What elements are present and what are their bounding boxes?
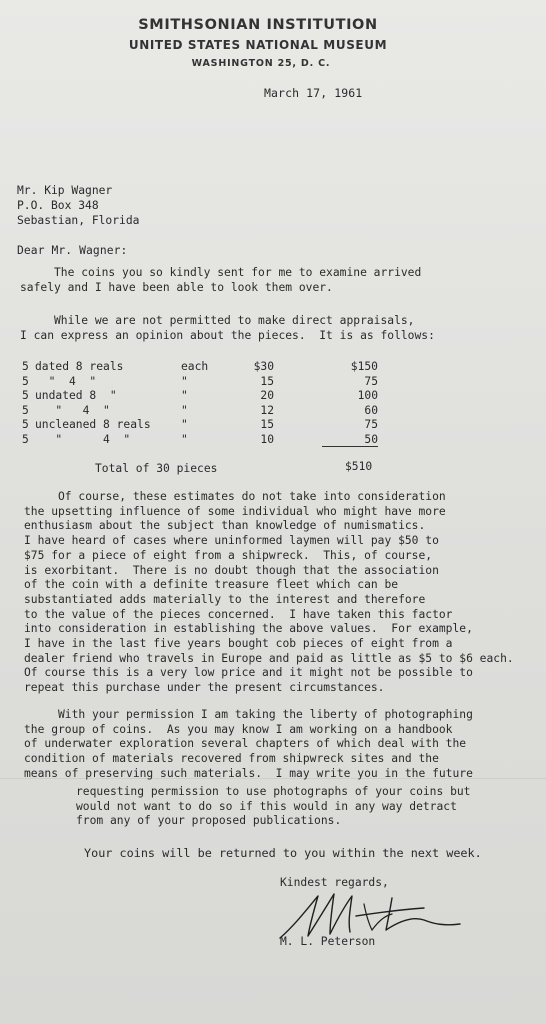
row-total: 50: [322, 433, 378, 447]
row-price: $30: [253, 360, 274, 373]
row-each: ": [181, 374, 188, 388]
row-each: each: [181, 360, 209, 373]
closing: Kindest regards,: [280, 876, 389, 889]
paragraph-photographing: With your permission I am taking the liberty of photographing the group of coins. As you may know I am working on a handbook of underwater exploration several chapters of which deal with the condition of materials recovered from shipwreck sites and the means of preserving such materials. I may write you in the future: [24, 708, 473, 780]
paragraph-permission: requesting permission to use photographs of your coins but would not want to do so if this would in any way detract from any of your proposed publications.: [76, 785, 471, 828]
row-each: ": [181, 403, 188, 417]
row-desc: undated 8 ": [35, 389, 117, 403]
signatory-name: M. L. Peterson: [280, 935, 376, 948]
table-row: [22, 360, 442, 375]
row-qty: 5: [22, 418, 29, 432]
recipient-address-line1: P.O. Box 348: [17, 199, 99, 212]
row-price: 20: [260, 389, 274, 403]
row-total: $150: [350, 360, 378, 373]
letter-date: March 17, 1961: [264, 86, 363, 100]
row-desc: " 4 ": [35, 374, 97, 388]
letterhead-museum: UNITED STATES NATIONAL MUSEUM: [128, 38, 388, 52]
table-row: [22, 418, 442, 433]
row-total: 75: [364, 418, 378, 432]
row-qty: 5: [22, 374, 29, 388]
letterhead-institution: SMITHSONIAN INSTITUTION: [138, 17, 378, 33]
table-row: [22, 433, 442, 448]
row-qty: 5: [22, 389, 29, 403]
row-qty: 5: [22, 360, 29, 373]
row-each: ": [181, 432, 188, 446]
row-qty: 5: [22, 432, 29, 446]
total-label: Total of 30 pieces: [95, 462, 218, 475]
paragraph-return: Your coins will be returned to you within the next week.: [84, 846, 482, 860]
row-total: 60: [364, 403, 378, 417]
table-row: [22, 389, 442, 404]
recipient-address-line2: Sebastian, Florida: [17, 214, 140, 227]
table-row: [22, 404, 442, 419]
salutation: Dear Mr. Wagner:: [17, 244, 128, 257]
row-desc: " 4 ": [35, 403, 110, 417]
total-value: $510: [345, 460, 373, 473]
recipient-name: Mr. Kip Wagner: [17, 184, 113, 197]
paragraph-opinion: While we are not permitted to make direct appraisals, I can express an opinion about the pieces. It is as follows:: [20, 314, 435, 342]
row-desc: " 4 ": [35, 432, 131, 446]
paragraph-arrival: The coins you so kindly sent for me to examine arrived safely and I have been able to look them over.: [20, 266, 422, 294]
row-total: 100: [357, 389, 378, 403]
paragraph-estimates: Of course, these estimates do not take into consideration the upsetting influence of some individual who might have more enthusiasm about the subject than knowledge of numismatics. I have heard of cases where uninformed laymen will pay $50 to $75 for a piece of eight from a shipwreck. This, of course, is exorbitant. There is no doubt though that the association of the coin with a definite treasure fleet which can be substantiated adds materially to the interest and therefore to the value of the pieces concerned. I have taken this factor into consideration in establishing the above values. For example, I have in the last five years bought cob pieces of eight from a dealer friend who travels in Europe and paid as little as $5 to $6 each. Of course this is a very low price and it might not be possible to repeat this purchase under the present circumstances.: [24, 490, 514, 695]
row-each: ": [181, 389, 188, 403]
row-price: 10: [260, 432, 274, 446]
row-total: 75: [364, 374, 378, 388]
appraisal-table: [22, 360, 442, 448]
row-price: 15: [260, 418, 274, 432]
recipient-address: [17, 183, 139, 228]
row-qty: 5: [22, 403, 29, 417]
row-desc: uncleaned 8 reals: [35, 418, 151, 432]
row-each: ": [181, 418, 188, 432]
letterhead-city: WASHINGTON 25, D. C.: [191, 58, 331, 69]
table-row: [22, 375, 442, 390]
row-desc: dated 8 reals: [35, 360, 124, 373]
row-price: 12: [260, 403, 274, 417]
row-price: 15: [260, 374, 274, 388]
